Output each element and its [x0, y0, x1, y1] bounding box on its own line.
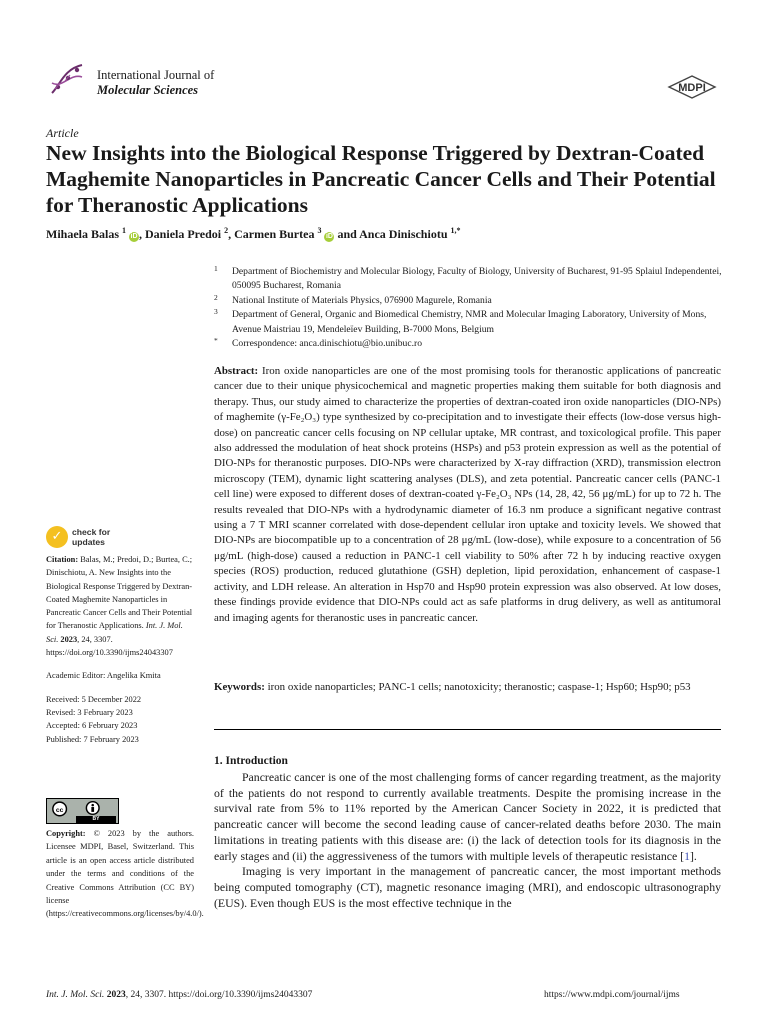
- journal-name-line1: International Journal of: [97, 68, 215, 82]
- affiliation-mark: 3: [214, 307, 218, 317]
- intro-paragraph-1: Pancreatic cancer is one of the most challenging forms of cancer regarding treatment, as the majority of the patients do not respond to currently available treatments. Despite the promising increase in the survival rate from 5% to 11% reported by the American Cancer Society in 2022, it is predicted that pancreatic cancer will become the second leading cause of cancer-related deaths before 2030. The main limitations in treating patients with this disease are: (i) the lack of detection tools for its diagnosis in the early stages and (ii) the aggressiveness of the tumors with multiple levels of therapeutic resistance [1].: [214, 770, 721, 863]
- author-affiliation-mark: 1,*: [450, 226, 461, 235]
- author-name: Daniela Predoi: [145, 227, 225, 241]
- affiliations: [214, 265, 724, 351]
- journal-name: [97, 68, 214, 98]
- author-list: [46, 226, 736, 242]
- check-updates-line1: check for: [72, 527, 111, 537]
- author-affiliation-mark: 2: [224, 226, 229, 235]
- keywords: [214, 680, 721, 695]
- cc-by-label: BY: [76, 816, 116, 823]
- affiliation-mark: 1: [214, 264, 218, 273]
- affiliation-text: Department of General, Organic and Biomedical Chemistry, NMR and Molecular Imaging Laboratory, University of Mons, Avenue Maistriau 19, Mendeleïev Building, B-7000 Mons, Belgium: [232, 309, 707, 335]
- orcid-icon[interactable]: iD: [325, 233, 333, 240]
- article-type: Article: [46, 126, 79, 140]
- check-for-updates-button[interactable]: [46, 526, 166, 550]
- citation-link-1[interactable]: 1: [684, 848, 690, 863]
- copyright-text: © 2023 by the authors. Licensee MDPI, Basel, Switzerland. This article is an open access article distributed under the terms and conditions of the Creative Commons Attribution (CC BY) license (https://creativecommons.org/licenses/by/4.0/).: [46, 829, 204, 919]
- citation-rest: , 24, 3307. https://doi.org/10.3390/ijms24043307: [46, 634, 173, 658]
- journal-logo-icon: [46, 59, 88, 101]
- orcid-icon[interactable]: iD: [130, 233, 138, 240]
- author-name: Anca Dinischiotu: [359, 227, 451, 241]
- footer-citation: Int. J. Mol. Sci. 2023, 24, 3307. https://doi.org/10.3390/ijms24043307: [46, 990, 313, 1000]
- affiliation-item: [214, 294, 724, 308]
- author-separator: and: [334, 227, 360, 241]
- mdpi-logo-icon: [667, 75, 717, 99]
- introduction-body: [214, 770, 721, 911]
- citation-text: Balas, M.; Predoi, D.; Burtea, C.; Dinischiotu, A. New Insights into the Biological Response Triggered by Dextran-Coated Maghemite Nanoparticles in Pancreatic Cancer Cells and Their Potential for Theranostic Applications.: [46, 555, 193, 631]
- citation-block: [46, 553, 194, 659]
- affiliation-mark: 2: [214, 292, 218, 302]
- author-separator: ,: [139, 227, 146, 241]
- check-updates-line2: updates: [72, 537, 105, 547]
- abstract-label: Abstract:: [214, 365, 259, 377]
- journal-name-line2: Molecular Sciences: [97, 83, 199, 97]
- cc-icon: [47, 799, 118, 817]
- keywords-text: iron oxide nanoparticles; PANC-1 cells; nanotoxicity; theranostic; caspase-1; Hsp60; Hsp90; p53: [267, 681, 691, 693]
- sidebar-metadata: [46, 553, 194, 746]
- citation-label: Citation:: [46, 555, 79, 564]
- check-updates-icon: ✓: [46, 526, 68, 548]
- date-received: Received: 5 December 2022: [46, 694, 142, 704]
- affiliation-text: National Institute of Materials Physics, 076900 Magurele, Romania: [232, 294, 492, 306]
- section-heading-introduction: 1. Introduction: [214, 755, 288, 767]
- keywords-label: Keywords:: [214, 681, 265, 693]
- section-divider: [214, 729, 721, 730]
- affiliation-item: [214, 308, 724, 337]
- academic-editor: Academic Editor: Angelika Kmita: [46, 671, 161, 681]
- intro-paragraph-2: Imaging is very important in the management of pancreatic cancer, the most important methods being computed tomography (CT), magnetic resonance imaging (MRI), and endoscopic ultrasonography (EUS). Even though EUS is the most effective technique in the: [214, 864, 721, 910]
- citation-year: 2023: [60, 634, 78, 644]
- author-separator: ,: [228, 227, 235, 241]
- author-affiliation-mark: 3: [317, 226, 322, 235]
- cc-license-badge[interactable]: [46, 798, 119, 824]
- date-published: Published: 7 February 2023: [46, 734, 139, 744]
- date-revised: Revised: 3 February 2023: [46, 707, 133, 717]
- affiliation-mark: *: [214, 336, 218, 346]
- svg-text:cc: cc: [55, 806, 64, 814]
- author-name: Carmen Burtea: [234, 227, 318, 241]
- publisher-name: MDPI: [678, 82, 706, 94]
- affiliation-item: [214, 265, 724, 294]
- copyright-label: Copyright:: [46, 829, 86, 838]
- footer-journal-url[interactable]: https://www.mdpi.com/journal/ijms: [544, 990, 680, 1000]
- author-name: Mihaela Balas: [46, 227, 123, 241]
- abstract: [214, 364, 721, 626]
- publisher-logo: [667, 75, 717, 104]
- affiliation-text: Department of Biochemistry and Molecular Biology, Faculty of Biology, University of Bucharest, 91-95 Splaiul Independentei, 050095 Bucharest, Romania: [232, 266, 722, 292]
- affiliation-item: [214, 337, 724, 351]
- copyright-notice: [46, 827, 204, 921]
- citation-journal: Int. J. Mol. Sci.: [46, 621, 183, 644]
- affiliation-text: Correspondence: anca.dinischiotu@bio.unibuc.ro: [232, 338, 423, 350]
- author-affiliation-mark: 1: [122, 226, 127, 235]
- date-accepted: Accepted: 6 February 2023: [46, 721, 138, 731]
- abstract-text: Iron oxide nanoparticles are one of the most promising tools for theranostic applications of pancreatic cancer due to their unique physicochemical and magnetic properties making them suitable for both diagnosis and therapy. Thus, our study aimed to characterize the properties of dextran-coated iron oxide nanoparticles (DIO-NPs) of maghemite (γ-Fe₂O₃) type synthesized by co-precipitation and to investigate their effects (low-dose versus high-dose) on pancreatic cancer cells focusing on NP cellular uptake, MR contrast, and toxicological profile. This paper also addressed the modulation of heat shock proteins (HSPs) and p53 protein expression as well as the potential of DIO-NPs for theranostic purposes. DIO-NPs were characterized by X-ray diffraction (XRD), transmission electron microscopy (TEM), dynamic light scattering analyses (DLS), and zeta potential. Pancreatic cancer cells (PANC-1 cell line) were exposed to different doses of dextran-coated γ-Fe₂O₃ NPs (14, 28, 42, 56 μg/mL) for up to 72 h. The results revealed that DIO-NPs with a hydrodynamic diameter of 16.3 nm produce a significant negative contrast using a 7 T MRI scanner correlated with dose-dependent cellular iron uptake and toxicity levels. We showed that DIO-NPs are biocompatible up to a concentration of 28 μg/mL (low-dose), while exposure to a concentration of 56 μg/mL (high-dose) caused a reduction in PANC-1 cell viability to 50% after 72 h by inducing reactive oxygen species (ROS) production, reduced glutathione (GSH) depletion, lipid peroxidation, enhancement of caspase-1 activity, and LDH release. An alteration in Hsp70 and Hsp90 protein expression was also observed. At low doses, these findings provide evidence that DIO-NPs could act as safe platforms in drug delivery, as well as antitumoral and imaging agents for theranostic uses in pancreatic cancer.: [214, 365, 721, 624]
- article-title: New Insights into the Biological Response Triggered by Dextran-Coated Maghemite Nanoparticles in Pancreatic Cancer Cells and Their Potential for Theranostic Applications: [46, 141, 716, 217]
